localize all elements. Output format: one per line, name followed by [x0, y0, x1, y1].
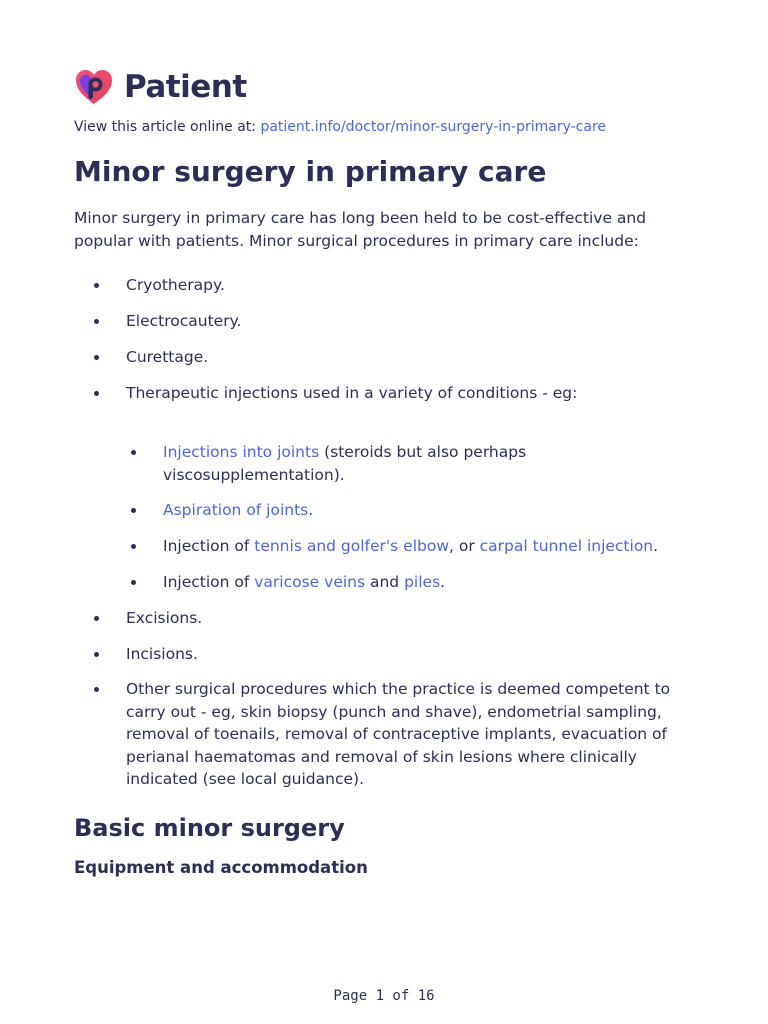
list-item-incisions: Incisions.	[126, 645, 198, 663]
piles-link[interactable]: piles	[404, 573, 441, 591]
bullet-icon	[131, 544, 136, 549]
sublist-item-joint-injections	[163, 441, 633, 486]
intro-paragraph: Minor surgery in primary care has long been held to be cost-effective and popular with patients. Minor surgical procedures in primary care include:	[74, 209, 647, 250]
bullet-icon	[94, 355, 99, 360]
list-item-excisions: Excisions.	[126, 609, 203, 627]
bullet-icon	[131, 450, 136, 455]
sublist-item-text: , or	[449, 537, 480, 555]
list-item-cryotherapy: Cryotherapy.	[126, 276, 225, 294]
patient-logo[interactable]	[74, 68, 247, 106]
carpal-tunnel-injection-link[interactable]: carpal tunnel injection	[479, 537, 654, 555]
page-number: Page 1 of 16	[333, 988, 435, 1004]
bullet-icon	[94, 652, 99, 657]
sublist-item-text: (steroids but also perhaps viscosupplementation).	[163, 443, 527, 484]
subsection-heading: Equipment and accommodation	[74, 858, 368, 877]
aspiration-of-joints-link[interactable]: Aspiration of joints	[163, 501, 309, 519]
bullet-icon	[94, 687, 99, 692]
bullet-icon	[94, 319, 99, 324]
sublist-item-aspiration	[163, 499, 313, 522]
list-item-electrocautery: Electrocautery.	[126, 312, 242, 330]
injections-into-joints-link[interactable]: Injections into joints	[163, 443, 320, 461]
article-url-link[interactable]: patient.info/doctor/minor-surgery-in-primary-care	[260, 119, 607, 135]
logo-text: Patient	[124, 69, 247, 105]
list-item-other-procedures: Other surgical procedures which the practice is deemed competent to carry out - eg, skin biopsy (punch and shave), endometrial sampling, removal of toenails, removal of contraceptive implants, evacuation of perianal haematomas and removal of skin lesions where clinically indicated (see local guidance).	[126, 680, 671, 788]
bullet-icon	[94, 616, 99, 621]
varicose-veins-link[interactable]: varicose veins	[254, 573, 366, 591]
sublist-item-text: .	[308, 501, 314, 519]
page-title: Minor surgery in primary care	[74, 155, 547, 188]
view-online-label: View this article online at:	[74, 119, 261, 135]
bullet-icon	[94, 283, 99, 288]
bullet-icon	[94, 391, 99, 396]
view-online-line	[74, 118, 606, 136]
sublist-item-elbow-carpal	[163, 535, 658, 558]
list-item-curettage: Curettage.	[126, 348, 209, 366]
sublist-item-text: Injection of	[163, 537, 255, 555]
sublist-item-text: .	[653, 537, 659, 555]
list-item-therapeutic-injections: Therapeutic injections used in a variety of conditions - eg:	[126, 384, 578, 402]
sublist-item-text: Injection of	[163, 573, 255, 591]
sublist-item-text: .	[440, 573, 446, 591]
heart-logo-icon	[74, 68, 114, 106]
bullet-icon	[131, 508, 136, 513]
sublist-item-veins-piles	[163, 571, 445, 594]
bullet-icon	[131, 580, 136, 585]
section-heading: Basic minor surgery	[74, 814, 345, 842]
tennis-golfers-elbow-link[interactable]: tennis and golfer's elbow	[254, 537, 450, 555]
sublist-item-text: and	[365, 573, 405, 591]
